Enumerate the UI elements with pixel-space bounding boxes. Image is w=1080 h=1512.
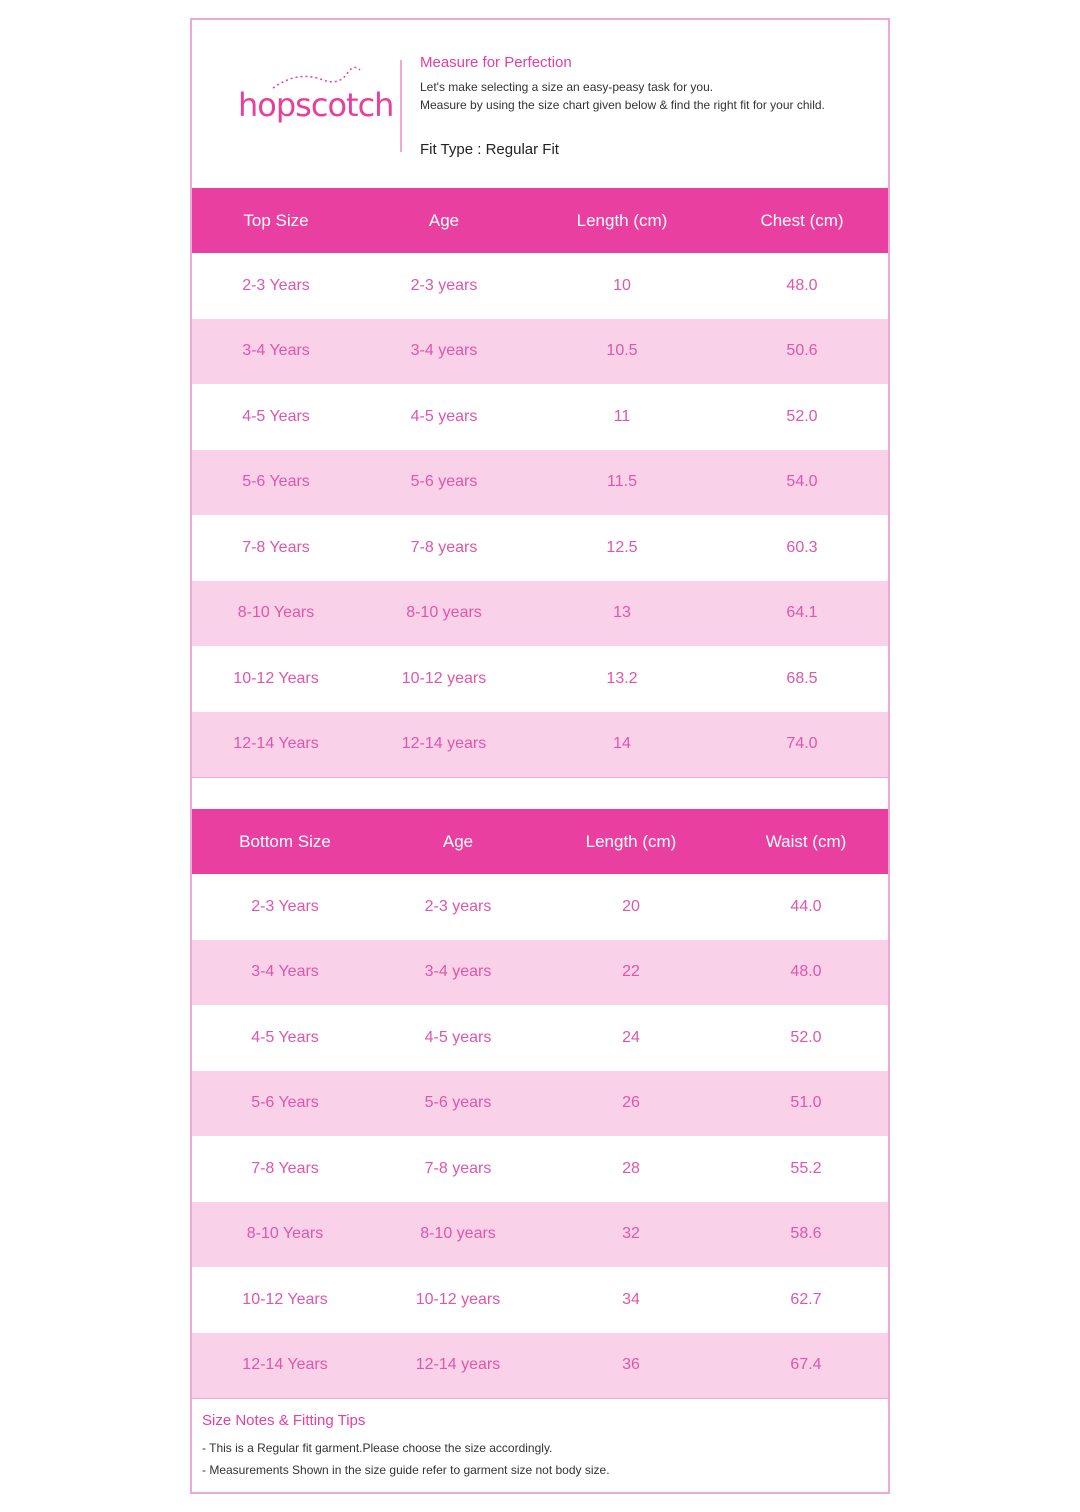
top-size-table bbox=[192, 188, 888, 777]
table-row bbox=[192, 1333, 888, 1399]
table-cell: 58.6 bbox=[790, 1225, 822, 1243]
table-cell: 44.0 bbox=[790, 897, 822, 915]
header-instruction-line: Measure by using the size chart given below & find the right fit for your child. bbox=[420, 98, 825, 112]
table-cell: 4-5 Years bbox=[242, 407, 310, 425]
header-cell: Bottom Size bbox=[239, 831, 331, 851]
table-cell: 52.0 bbox=[790, 1028, 822, 1046]
top-table-header bbox=[192, 188, 888, 253]
table-cell: 12-14 years bbox=[415, 1356, 501, 1374]
table-cell: 10-12 Years bbox=[233, 669, 319, 687]
table-cell: 74.0 bbox=[786, 735, 818, 753]
table-cell: 48.0 bbox=[790, 963, 822, 981]
header-cell: Length (cm) bbox=[576, 210, 668, 230]
header-divider bbox=[400, 60, 402, 152]
table-cell: 11.5 bbox=[607, 473, 637, 491]
table-cell: 14 bbox=[613, 735, 631, 753]
table-row bbox=[192, 1071, 888, 1137]
table-cell: 2-3 Years bbox=[242, 276, 310, 294]
table-cell: 13.2 bbox=[606, 669, 638, 687]
table-row bbox=[192, 646, 888, 712]
table-divider bbox=[192, 1398, 888, 1399]
table-cell: 12-14 Years bbox=[242, 1356, 328, 1374]
table-row bbox=[192, 450, 888, 516]
table-cell: 22 bbox=[622, 963, 640, 981]
table-row bbox=[192, 712, 888, 778]
table-cell: 12.5 bbox=[606, 538, 638, 556]
table-cell: 51.0 bbox=[790, 1094, 822, 1112]
header-cell: Chest (cm) bbox=[760, 210, 844, 230]
table-cell: 7-8 Years bbox=[251, 1159, 319, 1177]
table-cell: 13 bbox=[613, 604, 631, 622]
table-cell: 28 bbox=[622, 1159, 640, 1177]
table-cell: 5-6 Years bbox=[251, 1094, 319, 1112]
table-cell: 34 bbox=[622, 1290, 640, 1308]
table-cell: 2-3 years bbox=[410, 276, 478, 294]
table-cell: 50.6 bbox=[786, 342, 818, 360]
size-chart-card bbox=[190, 18, 890, 1494]
table-cell: 55.2 bbox=[790, 1159, 822, 1177]
table-cell: 8-10 Years bbox=[246, 1225, 324, 1243]
table-cell: 4-5 Years bbox=[251, 1028, 319, 1046]
table-cell: 10 bbox=[613, 276, 631, 294]
table-cell: 32 bbox=[622, 1225, 640, 1243]
table-cell: 4-5 years bbox=[424, 1028, 492, 1046]
note-item: - This is a Regular fit garment.Please choose the size accordingly. bbox=[202, 1441, 553, 1455]
table-cell: 10.5 bbox=[606, 342, 638, 360]
header-cell: Waist (cm) bbox=[765, 831, 847, 851]
table-cell: 3-4 years bbox=[410, 342, 478, 360]
table-cell: 68.5 bbox=[786, 669, 818, 687]
table-cell: 11 bbox=[613, 407, 631, 425]
table-cell: 36 bbox=[622, 1356, 640, 1374]
table-row bbox=[192, 1005, 888, 1071]
table-cell: 12-14 Years bbox=[233, 735, 319, 753]
table-cell: 7-8 years bbox=[424, 1159, 492, 1177]
table-cell: 5-6 years bbox=[424, 1094, 492, 1112]
table-row bbox=[192, 874, 888, 940]
table-row bbox=[192, 581, 888, 647]
table-cell: 8-10 years bbox=[406, 604, 482, 622]
table-cell: 7-8 Years bbox=[242, 538, 310, 556]
table-cell: 48.0 bbox=[786, 276, 818, 294]
logo-wordmark: hopscotch bbox=[238, 86, 394, 124]
table-cell: 4-5 years bbox=[410, 407, 478, 425]
table-cell: 54.0 bbox=[786, 473, 818, 491]
table-cell: 3-4 Years bbox=[242, 342, 310, 360]
table-row bbox=[192, 1202, 888, 1268]
table-row bbox=[192, 515, 888, 581]
table-cell: 60.3 bbox=[786, 538, 818, 556]
size-chart-header bbox=[192, 20, 888, 188]
table-cell: 3-4 Years bbox=[251, 963, 319, 981]
table-cell: 64.1 bbox=[786, 604, 818, 622]
size-notes bbox=[202, 1412, 882, 1481]
table-row bbox=[192, 1136, 888, 1202]
table-cell: 10-12 Years bbox=[242, 1290, 328, 1308]
hopscotch-logo bbox=[228, 62, 394, 132]
table-cell: 2-3 years bbox=[424, 897, 492, 915]
table-cell: 52.0 bbox=[786, 407, 818, 425]
table-cell: 67.4 bbox=[790, 1356, 822, 1374]
table-cell: 7-8 years bbox=[410, 538, 478, 556]
table-cell: 24 bbox=[622, 1028, 640, 1046]
table-cell: 10-12 years bbox=[401, 669, 487, 687]
table-cell: 20 bbox=[622, 897, 640, 915]
notes-title: Size Notes & Fitting Tips bbox=[202, 1412, 366, 1429]
header-title: Measure for Perfection bbox=[420, 54, 572, 71]
table-cell: 26 bbox=[622, 1094, 640, 1112]
table-row bbox=[192, 319, 888, 385]
bottom-size-table bbox=[192, 809, 888, 1398]
table-cell: 3-4 years bbox=[424, 963, 492, 981]
bottom-table-header bbox=[192, 809, 888, 874]
header-cell: Age bbox=[442, 831, 474, 851]
table-row bbox=[192, 940, 888, 1006]
table-cell: 8-10 years bbox=[420, 1225, 496, 1243]
table-cell: 2-3 Years bbox=[251, 897, 319, 915]
table-cell: 62.7 bbox=[790, 1290, 822, 1308]
fit-type-label: Fit Type : Regular Fit bbox=[420, 141, 559, 158]
table-cell: 5-6 years bbox=[410, 473, 478, 491]
table-cell: 12-14 years bbox=[401, 735, 487, 753]
header-cell: Top Size bbox=[243, 210, 309, 230]
table-cell: 8-10 Years bbox=[237, 604, 315, 622]
table-cell: 10-12 years bbox=[415, 1290, 501, 1308]
table-cell: 5-6 Years bbox=[242, 473, 310, 491]
header-intro-line: Let's make selecting a size an easy-peasy task for you. bbox=[420, 80, 714, 94]
table-row bbox=[192, 384, 888, 450]
table-row bbox=[192, 253, 888, 319]
header-cell: Length (cm) bbox=[585, 831, 677, 851]
table-divider bbox=[192, 777, 888, 778]
note-item: - Measurements Shown in the size guide refer to garment size not body size. bbox=[202, 1463, 610, 1477]
table-row bbox=[192, 1267, 888, 1333]
header-cell: Age bbox=[428, 210, 460, 230]
